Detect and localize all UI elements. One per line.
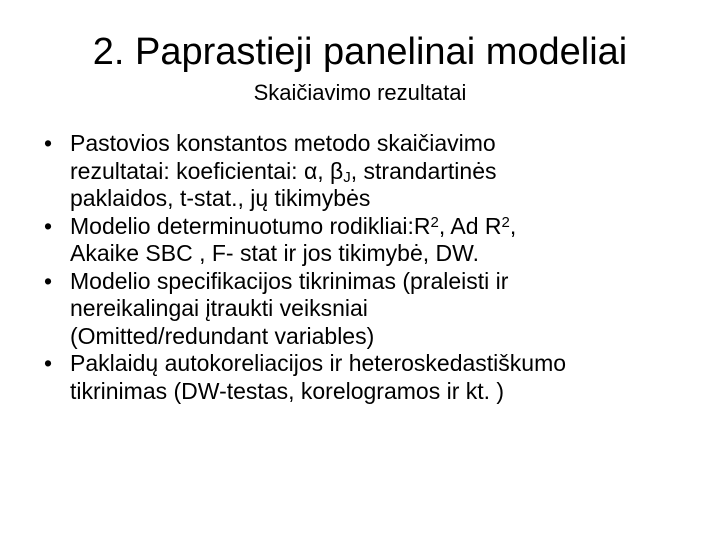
superscript-2: 2: [501, 213, 510, 231]
bullet-line: [70, 158, 710, 186]
bullet-text: Modelio determinuotumo rodikliai:R: [70, 212, 431, 239]
bullet-line: tikrinimas (DW-testas, korelogramos ir kt. ): [70, 377, 505, 404]
bullet-line: [70, 213, 710, 241]
bullet-item-autocorrelation: [0, 350, 720, 405]
bullet-text: , strandartinės: [350, 157, 497, 184]
bullet-line: paklaidos, t-stat., jų tikimybės: [70, 185, 371, 211]
slide-subtitle: Skaičiavimo rezultatai: [253, 80, 467, 105]
bullet-marker-icon: •: [44, 130, 53, 156]
bullet-text: rezultatai: koeficientai: α, β: [70, 157, 344, 184]
bullet-marker-icon: •: [44, 267, 53, 294]
bullet-text: ,: [509, 212, 517, 239]
bullet-marker-icon: •: [44, 350, 53, 376]
bullet-line: Akaike SBC , F- stat ir jos tikimybė, DW.: [70, 240, 479, 266]
slide-title: 2. Paprastieji panelinai modeliai: [92, 31, 628, 73]
bullet-item-determination: [0, 213, 720, 268]
bullet-item-specification: [0, 268, 720, 351]
bullet-list: [0, 130, 720, 405]
bullet-text: , Ad R: [438, 212, 502, 239]
bullet-line: Modelio specifikacijos tikrinimas (praleisti ir: [70, 267, 509, 294]
bullet-line: Pastovios konstantos metodo skaičiavimo: [70, 130, 496, 156]
bullet-line: Paklaidų autokoreliacijos ir heteroskedastiškumo: [70, 350, 567, 376]
subscript-j: J: [343, 168, 351, 186]
bullet-marker-icon: •: [44, 212, 53, 239]
bullet-item-coefficients: [0, 130, 720, 213]
bullet-line: (Omitted/redundant variables): [70, 322, 375, 349]
superscript-2: 2: [430, 213, 439, 231]
bullet-line: nereikalingai įtraukti veiksniai: [70, 295, 368, 321]
